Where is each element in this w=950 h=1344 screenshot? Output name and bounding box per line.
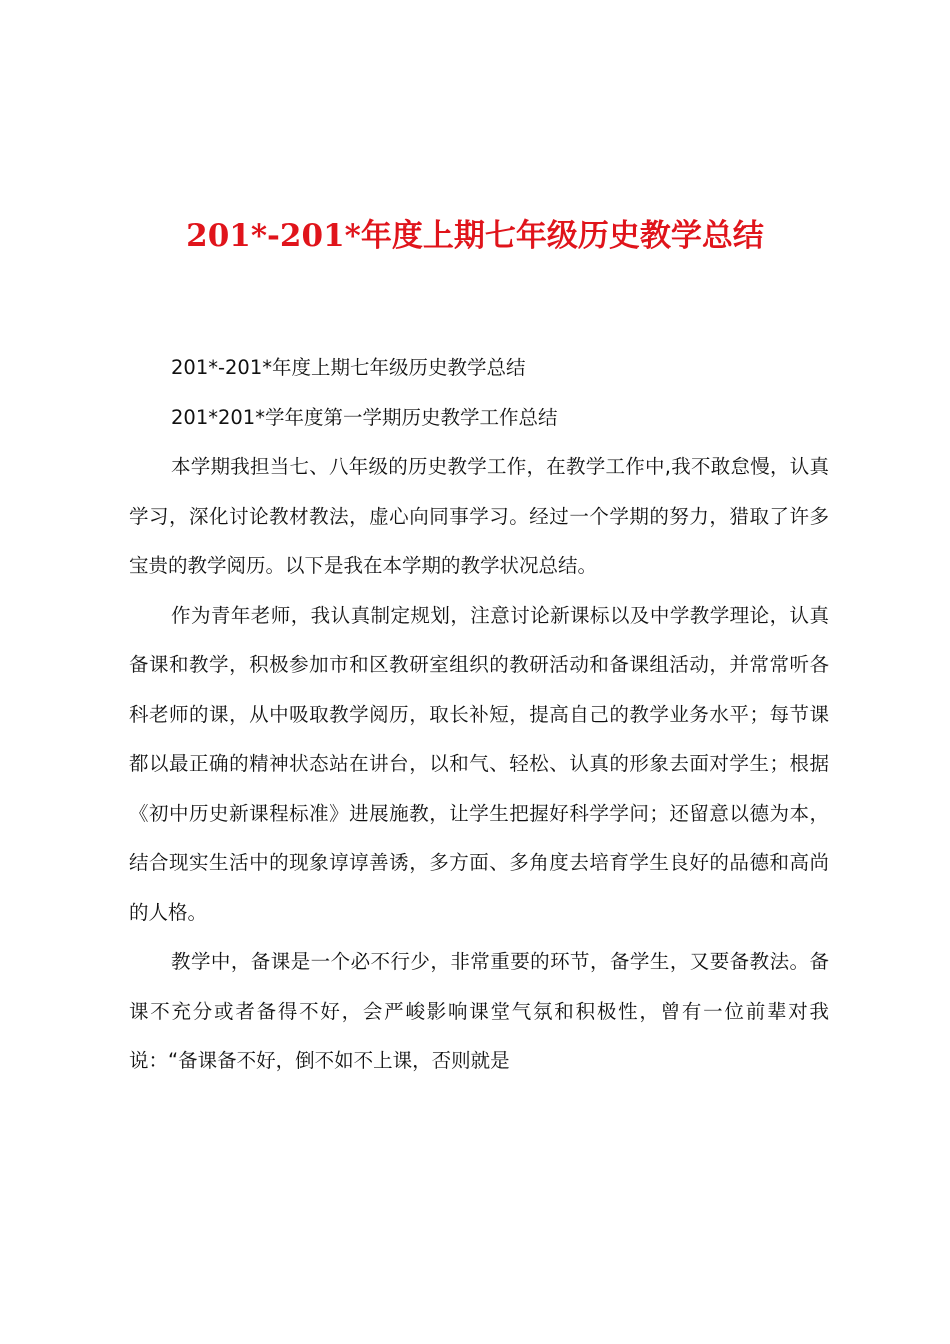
paragraph-semester-heading: 201*201*学年度第一学期历史教学工作总结 xyxy=(171,405,558,429)
paragraph-intro: 本学期我担当七、八年级的历史教学工作，在教学工作中,我不敢怠慢，认真学习，深化讨论教材教法，虚心向同事学习。经过一个学期的努力，猎取了许多宝贵的教学阅历。以下是我在本学期的教学状况总结。 xyxy=(129,455,829,577)
document-title: 201*-201*年度上期七年级历史教学总结 xyxy=(186,218,764,254)
document-body xyxy=(129,343,829,1086)
paragraph-teaching-practice: 作为青年老师，我认真制定规划，注意讨论新课标以及中学教学理论，认真备课和教学，积极参加市和区教研室组织的教研活动和备课组活动，并常常听各科老师的课，从中吸取教学阅历，取长补短，提高自己的教学业务水平；每节课都以最正确的精神状态站在讲台，以和气、轻松、认真的形象去面对学生；根据《初中历史新课程标准》进展施教，让学生把握好科学学问；还留意以德为本，结合现实生活中的现象谆谆善诱，多方面、多角度去培育学生良好的品德和高尚的人格。 xyxy=(129,603,829,924)
paragraph-lesson-prep: 教学中，备课是一个必不行少，非常重要的环节，备学生，又要备教法。备课不充分或者备得不好，会严峻影响课堂气氛和积极性，曾有一位前辈对我说：“备课备不好，倒不如不上课，否则就是 xyxy=(129,950,829,1072)
paragraph-subtitle: 201*-201*年度上期七年级历史教学总结 xyxy=(171,356,526,379)
